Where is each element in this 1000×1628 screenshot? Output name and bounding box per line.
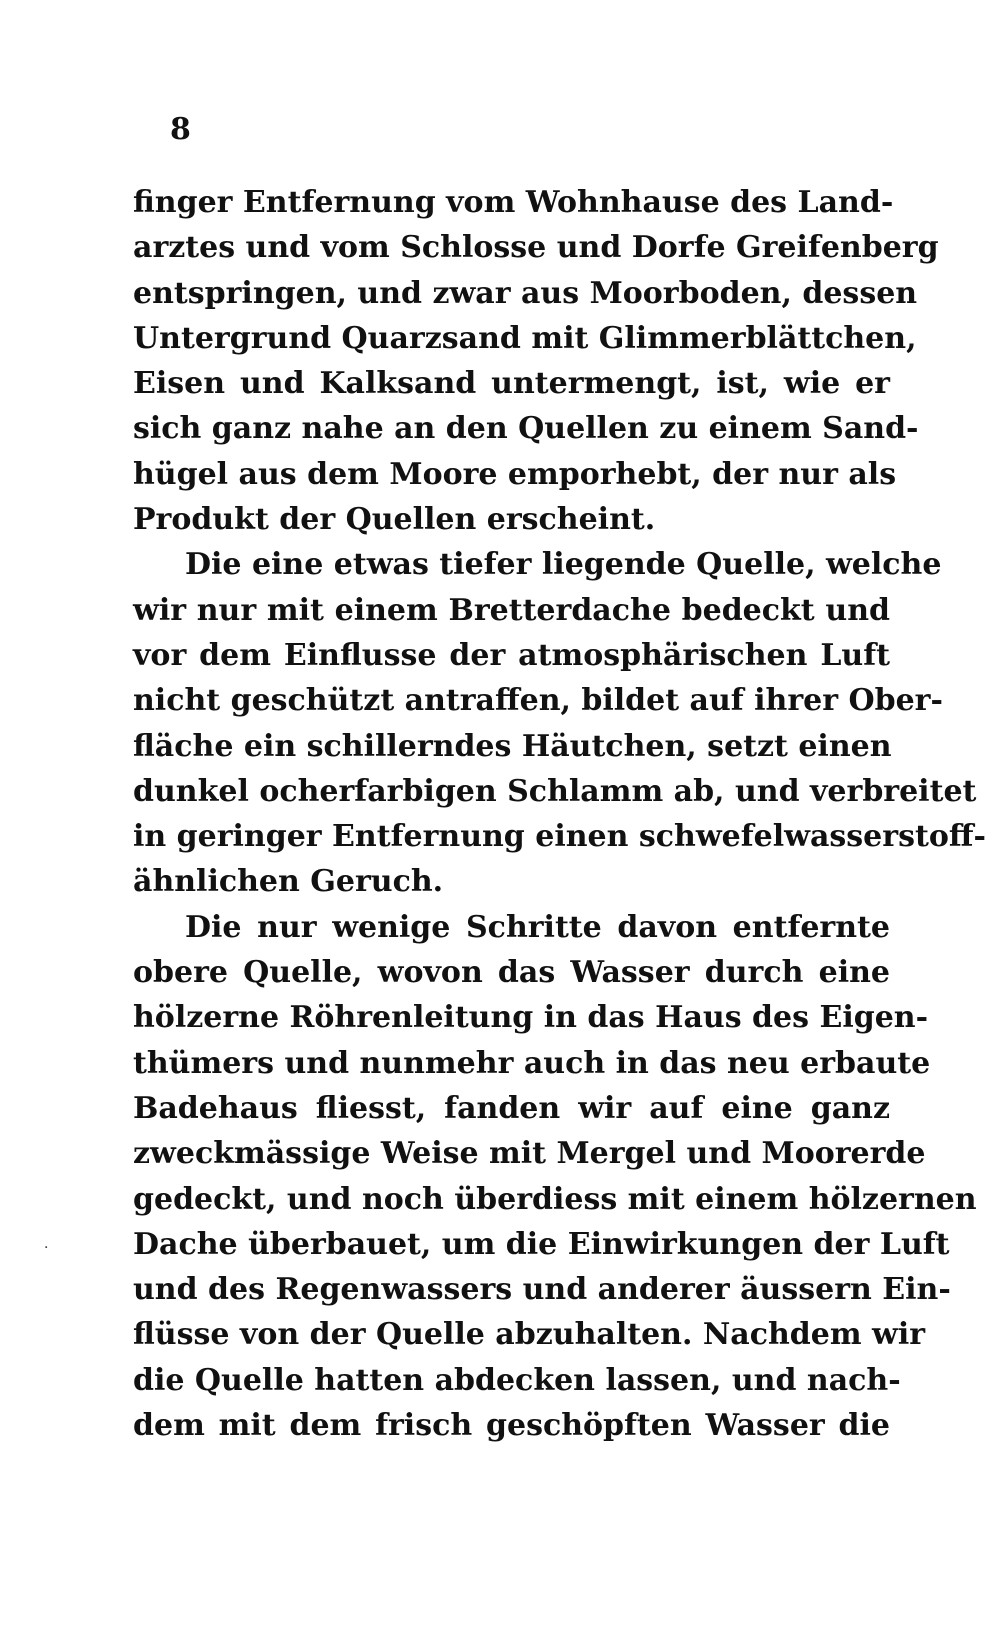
body-text (133, 180, 986, 1448)
text-line: Produkt der Quellen erscheint. (133, 502, 656, 538)
text-line: Dache überbauet, um die Einwirkungen der Luft (133, 1226, 950, 1262)
text-line: flüsse von der Quelle abzuhalten. Nachdem wir (133, 1317, 926, 1353)
text-line: Eisen und Kalksand untermengt, ist, wie er (133, 366, 890, 402)
text-line: nicht geschützt antraffen, bildet auf ihrer Ober- (133, 683, 943, 719)
text-line: dem mit dem frisch geschöpften Wasser die (133, 1408, 890, 1444)
text-line: arztes und vom Schlosse und Dorfe Greifenberg (133, 230, 939, 266)
text-line: dunkel ocherfarbigen Schlamm ab, und verbreitet (133, 773, 977, 809)
page-number: 8 (170, 112, 191, 147)
text-line: Untergrund Quarzsand mit Glimmerblättchen, (133, 320, 917, 356)
text-line: hügel aus dem Moore emporhebt, der nur als (133, 456, 897, 492)
text-line: fläche ein schillerndes Häutchen, setzt einen (133, 728, 892, 764)
text-line: vor dem Einflusse der atmosphärischen Luft (133, 637, 890, 673)
text-line: Die eine etwas tiefer liegende Quelle, welche (185, 547, 942, 583)
text-line: zweckmässige Weise mit Mergel und Moorerde (133, 1136, 926, 1172)
text-line: obere Quelle, wovon das Wasser durch eine (133, 955, 890, 991)
text-line: hölzerne Röhrenleitung in das Haus des Eigen- (133, 1000, 929, 1036)
text-line: Badehaus fliesst, fanden wir auf eine ganz (133, 1090, 890, 1126)
text-line: ähnlichen Geruch. (133, 864, 444, 900)
text-line: sich ganz nahe an den Quellen zu einem Sand- (133, 411, 919, 447)
text-line: thümers und nunmehr auch in das neu erbaute (133, 1045, 931, 1081)
text-line: Die nur wenige Schritte davon entfernte (185, 909, 890, 945)
margin-mark: · (44, 1240, 49, 1256)
text-line: wir nur mit einem Bretterdache bedeckt und (133, 592, 890, 628)
text-line: und des Regenwassers und anderer äussern Ein- (133, 1272, 951, 1308)
text-line: entspringen, und zwar aus Moorboden, dessen (133, 275, 918, 311)
text-line: in geringer Entfernung einen schwefelwasserstoff- (133, 819, 986, 855)
text-line: finger Entfernung vom Wohnhause des Land- (133, 185, 894, 220)
text-line: die Quelle hatten abdecken lassen, und nach- (133, 1362, 901, 1398)
text-line: gedeckt, und noch überdiess mit einem hölzernen (133, 1181, 977, 1217)
